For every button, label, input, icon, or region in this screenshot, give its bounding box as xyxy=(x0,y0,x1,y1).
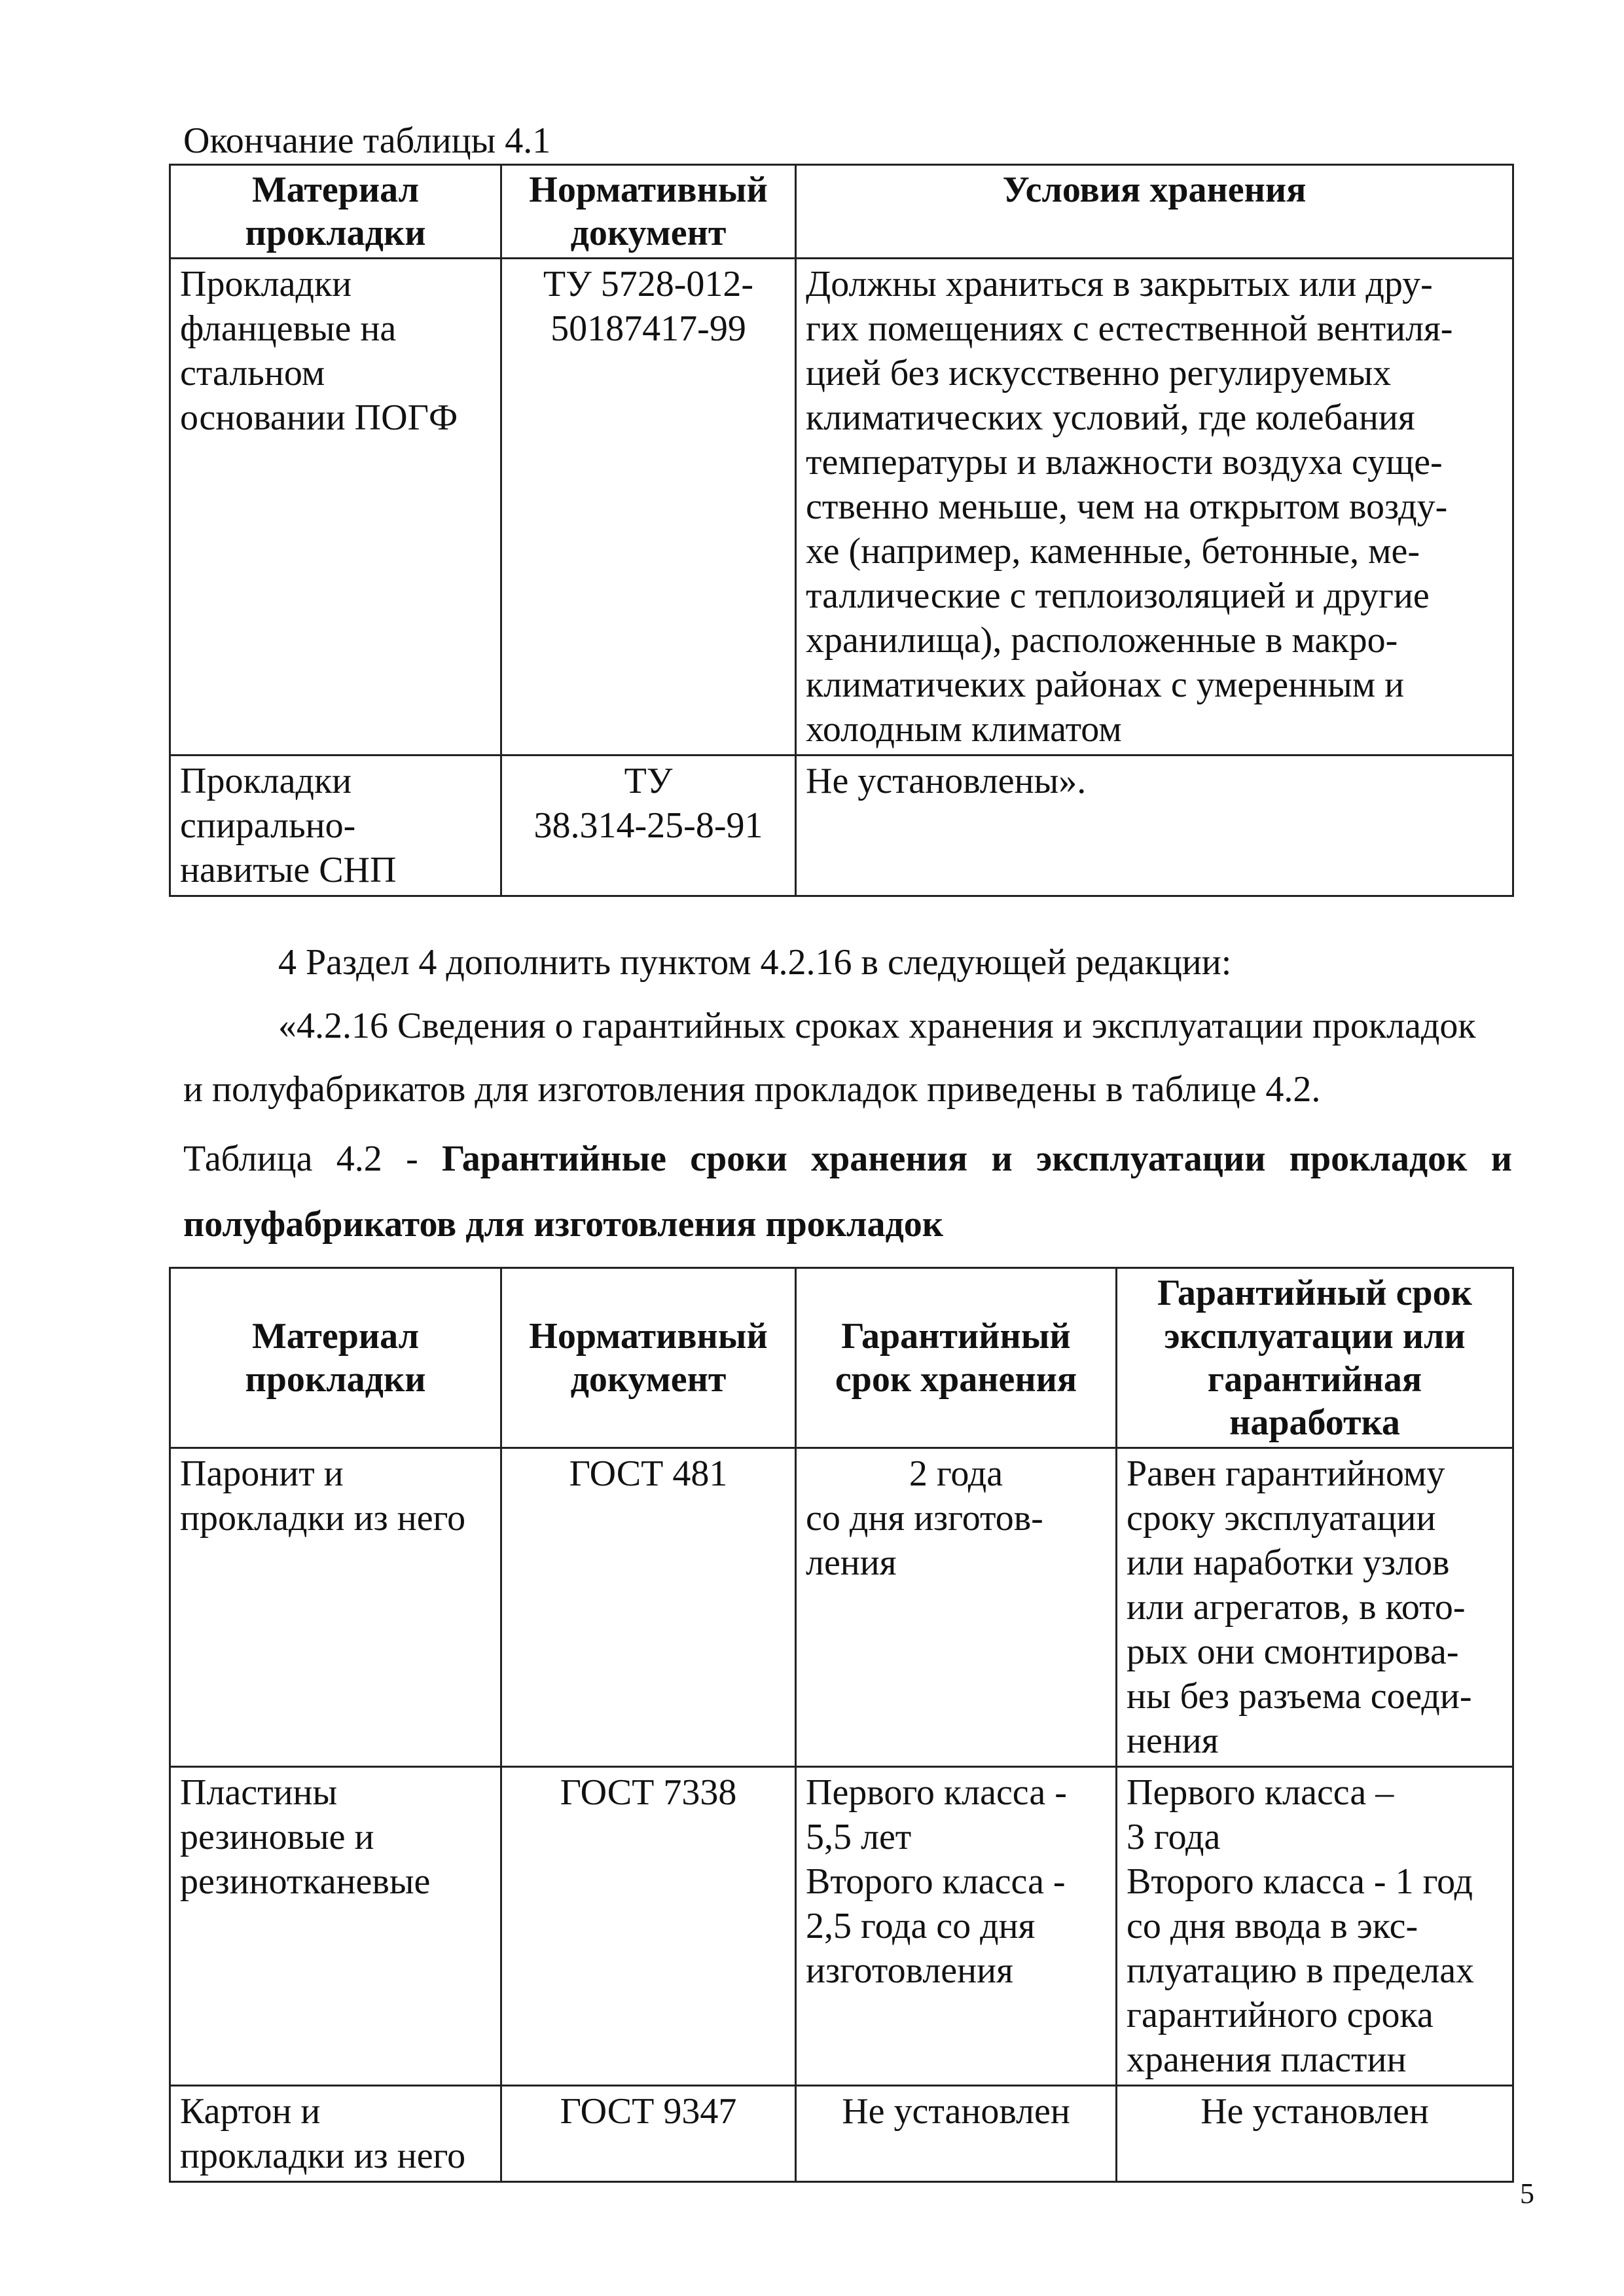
cell-operation: Не установлен xyxy=(1117,2086,1513,2182)
cell-material: Картон и прокладки из него xyxy=(170,2086,501,2182)
amendment-paragraph: 4 Раздел 4 дополнить пунктом 4.2.16 в следующей редакции: xyxy=(278,942,1232,983)
cell-material: Прокладки фланцевые на стальном основании ПОГФ xyxy=(170,259,501,756)
cell-document: ТУ 5728-012- 50187417-99 xyxy=(501,259,796,756)
cell-operation: Равен гарантийному сроку эксплуатации или наработки узлов или агрегатов, в кото- рых они смонтирова- ны без разъема соеди- нения xyxy=(1117,1448,1513,1767)
cell-storage: Первого класса - 5,5 лет Второго класса - 2,5 года со дня изготовления xyxy=(796,1767,1117,2086)
table-row xyxy=(170,259,1513,756)
table-title-prefix: Таблица 4.2 - xyxy=(183,1139,442,1179)
table-header-row xyxy=(170,1268,1513,1448)
table-header-row xyxy=(170,165,1513,259)
cell-conditions: Не установлены». xyxy=(796,756,1513,896)
cell-document: ГОСТ 481 xyxy=(501,1448,796,1767)
page-number: 5 xyxy=(1520,2178,1534,2210)
cell-storage: Не установлен xyxy=(796,2086,1117,2182)
table-title-bold: Гарантийные сроки хранения и эксплуатации прокладок и xyxy=(442,1139,1512,1179)
header-document: Нормативный документ xyxy=(501,165,796,259)
cell-document: ГОСТ 7338 xyxy=(501,1767,796,2086)
header-storage-period: Гарантийный срок хранения xyxy=(796,1268,1117,1448)
table-continuation-caption: Окончание таблицы 4.1 xyxy=(183,120,551,161)
table-title-line-2: полуфабрикатов для изготовления прокладок xyxy=(183,1204,944,1245)
cell-document: ГОСТ 9347 xyxy=(501,2086,796,2182)
table-row xyxy=(170,2086,1513,2182)
header-document: Нормативный документ xyxy=(501,1268,796,1448)
table-row xyxy=(170,1767,1513,2086)
table-row xyxy=(170,756,1513,896)
header-conditions: Условия хранения xyxy=(796,165,1513,259)
cell-conditions: Должны храниться в закрытых или дру- гих помещениях с естественной вентиля- цией без искусственно регулируемых климатических условий, где колебания температуры и влажности воздуха суще- ственно меньше, чем на открытом возду- хе (например, каменные, бетонные, ме- таллические с теплоизоляцией и другие хранилища), расположенные в макро- климатичеких районах с умеренным и холодным климатом xyxy=(796,259,1513,756)
storage-conditions-table xyxy=(169,164,1514,897)
header-material: Материал прокладки xyxy=(170,165,501,259)
cell-document: ТУ 38.314-25-8-91 xyxy=(501,756,796,896)
table-title-line-1 xyxy=(183,1136,1512,1182)
clause-paragraph-line-2: и полуфабрикатов для изготовления прокладок приведены в таблице 4.2. xyxy=(183,1069,1321,1110)
table-row xyxy=(170,1448,1513,1767)
clause-paragraph-line-1: «4.2.16 Сведения о гарантийных сроках хранения и эксплуатации прокладок xyxy=(278,1006,1476,1046)
cell-material: Прокладки спирально- навитые СНП xyxy=(170,756,501,896)
cell-material: Паронит и прокладки из него xyxy=(170,1448,501,1767)
header-operation-period: Гарантийный срок эксплуатации или гарантийная наработка xyxy=(1117,1268,1513,1448)
cell-operation: Первого класса – 3 года Второго класса - 1 год со дня ввода в экс- плуатацию в пределах гарантийного срока хранения пластин xyxy=(1117,1767,1513,2086)
warranty-periods-table xyxy=(169,1267,1514,2183)
header-material: Материал прокладки xyxy=(170,1268,501,1448)
cell-material: Пластины резиновые и резинотканевые xyxy=(170,1767,501,2086)
cell-storage: 2 года со дня изготов- ления xyxy=(796,1448,1117,1767)
